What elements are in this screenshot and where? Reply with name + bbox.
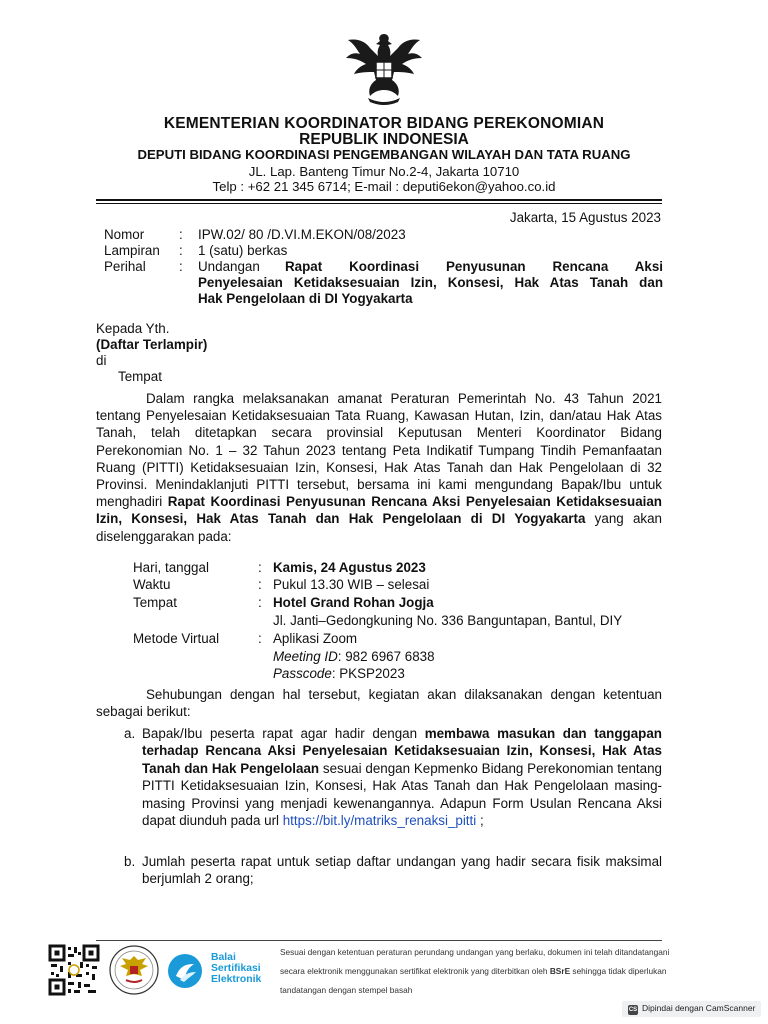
garuda-emblem-icon xyxy=(340,28,428,108)
list-a-marker: a. xyxy=(124,726,136,741)
nomor-colon: : xyxy=(179,227,183,242)
deputy-title: DEPUTI BIDANG KOORDINASI PENGEMBANGAN WILAYAH DAN TATA RUANG xyxy=(137,147,631,162)
passcode-label: Passcode xyxy=(273,666,332,681)
lampiran-colon: : xyxy=(179,243,183,258)
footer-note-1: Sesuai dengan ketentuan peraturan perundang undangan yang berlaku, dokumen ini telah ditandatangani xyxy=(280,947,670,957)
letterhead-divider-thick xyxy=(96,199,662,201)
body-p1-text: Dalam rangka melaksanakan amanat Peraturan Pemerintah No. 43 Tahun 2021 tentang Penyelesaian Ketidaksesuaian Tata Ruang, Kawasan Hutan, Izin, dan/atau Hak Atas Tanah, telah ditetapkan secara provinsial Keputusan Menteri Koordinator Bidang Perekonomian No. 1 – 32 Tahun 2023 tentang Peta Indikatif Tumpang Tindih Pemanfaatan Ruang (PITTI) Ketidaksesuaian Izin, Konsesi, Hak Atas Tanah dan Hak Pengelolaan di 32 Provinsi. Menindaklanjuti PITTI tersebut, bersama ini kami mengundang Bapak/Ibu untuk menghadiri xyxy=(96,391,662,510)
footer-divider xyxy=(96,940,662,941)
body-p2-text: Sehubungan dengan hal tersebut, kegiatan akan dilaksanakan dengan ketentuan sebagai berikut: xyxy=(96,687,662,720)
list-a-text-1: Bapak/Ibu peserta rapat agar hadir dengan xyxy=(142,726,418,741)
office-contact: Telp : +62 21 345 6714; E-mail : deputi6ekon@yahoo.co.id xyxy=(212,179,556,194)
bsre-wordmark xyxy=(211,952,261,985)
event-passcode xyxy=(273,665,405,682)
body-p1-bold: Rapat Koordinasi Penyusunan Rencana Aksi Penyelesaian Ketidaksesuaian Izin, Konsesi, Hak Atas Tanah dan Hak Pengelolaan di DI Yogyakarta xyxy=(96,494,662,527)
event-tempat-value: Hotel Grand Rohan Jogja xyxy=(273,595,434,610)
perihal-label: Perihal xyxy=(104,259,146,274)
event-virtual-label: Metode Virtual xyxy=(133,631,220,646)
perihal-line-3: Hak Pengelolaan di DI Yogyakarta xyxy=(198,291,413,306)
lampiran-value: 1 (satu) berkas xyxy=(198,243,288,258)
recipient-to: Kepada Yth. xyxy=(96,321,170,336)
qr-code-icon xyxy=(48,944,100,996)
event-meeting-id xyxy=(273,648,435,665)
list-item-a xyxy=(124,725,662,829)
list-item-b xyxy=(124,853,662,888)
republic-title: REPUBLIK INDONESIA xyxy=(299,131,469,148)
footer-note-2b: sehingga tidak diperlukan xyxy=(570,966,667,976)
passcode-value: : PKSP2023 xyxy=(331,666,405,681)
event-waktu-colon: : xyxy=(258,577,262,592)
recipient-place: Tempat xyxy=(118,369,162,384)
renaksi-form-link[interactable]: https://bit.ly/matriks_renaksi_pitti xyxy=(282,813,477,829)
ministry-title: KEMENTERIAN KOORDINATOR BIDANG PEREKONOMIAN xyxy=(163,115,605,132)
perihal-colon: : xyxy=(179,259,183,274)
bsre-line-2: Sertifikasi xyxy=(211,963,261,974)
event-tempat-label: Tempat xyxy=(133,595,177,610)
meeting-id-label: Meeting ID xyxy=(273,649,338,664)
event-virtual-colon: : xyxy=(258,631,262,646)
footer-note-2 xyxy=(280,966,667,976)
nomor-label: Nomor xyxy=(104,227,145,242)
camscanner-watermark xyxy=(622,1001,761,1017)
camscanner-text: Dipindai dengan CamScanner xyxy=(642,1003,756,1013)
list-b-marker: b. xyxy=(124,854,136,869)
event-hari-label: Hari, tanggal xyxy=(133,560,209,575)
camscanner-logo-icon: CS xyxy=(628,1007,638,1013)
perihal-line-1 xyxy=(198,259,663,276)
event-waktu-value: Pukul 13.30 WIB – selesai xyxy=(273,577,430,592)
event-hari-colon: : xyxy=(258,560,262,575)
list-a-bold: membawa masukan dan tanggapan terhadap Rencana Aksi Penyelesaian Ketidaksesuaian Izin, Konsesi, Hak Atas Tanah dan Hak Pengelolaan xyxy=(142,726,662,776)
event-virtual-value: Aplikasi Zoom xyxy=(273,631,358,646)
list-a-text-2: sesuai dengan Kepmenko Bidang Perekonomian tentang PITTI Ketidaksesuaian Izin, Konsesi, Hak Atas Tanah dan Hak Pengelolaan masing-masing Provinsi yang menjadi kewenangannya. Adapun Form Usulan Rencana Aksi dapat diunduh pada url xyxy=(142,760,662,829)
footer-note-bsre: BSrE xyxy=(549,966,571,976)
list-b-text: Jumlah peserta rapat untuk setiap daftar undangan yang hadir secara fisik maksimal berjumlah 2 orang; xyxy=(142,854,662,887)
footer-note-3: tandatangan dengan stempel basah xyxy=(280,985,413,995)
perihal-line-2: Penyelesaian Ketidaksesuaian Izin, Konsesi, Hak Atas Tanah dan xyxy=(198,275,663,290)
government-seal-icon xyxy=(108,944,160,996)
meeting-id-value: : 982 6967 6838 xyxy=(337,649,435,664)
letterhead-divider-thin xyxy=(96,203,662,204)
event-tempat-colon: : xyxy=(258,595,262,610)
letter-date: Jakarta, 15 Agustus 2023 xyxy=(509,210,661,225)
body-p1-end: yang akan diselenggarakan pada: xyxy=(96,511,662,544)
event-hari-value: Kamis, 24 Agustus 2023 xyxy=(273,560,426,575)
bsre-logo-icon xyxy=(166,952,204,990)
body-paragraph-1 xyxy=(96,390,662,545)
nomor-value: IPW.02/ 80 /D.VI.M.EKON/08/2023 xyxy=(198,227,406,242)
bsre-line-1: Balai xyxy=(211,952,236,963)
body-paragraph-2 xyxy=(96,686,662,720)
perihal-prefix: Undangan xyxy=(198,259,260,274)
footer-note-2a: secara elektronik menggunakan sertifikat elektronik yang diterbitkan oleh xyxy=(280,966,550,976)
recipient-name: (Daftar Terlampir) xyxy=(96,337,208,352)
office-address: JL. Lap. Banteng Timur No.2-4, Jakarta 10710 xyxy=(248,164,520,179)
event-waktu-label: Waktu xyxy=(133,577,171,592)
list-a-end: ; xyxy=(476,813,484,829)
event-tempat-address: Jl. Janti–Gedongkuning No. 336 Banguntapan, Bantul, DIY xyxy=(273,613,623,628)
perihal-bold-1: Rapat Koordinasi Penyusunan Rencana Aksi xyxy=(285,259,663,274)
bsre-line-3: Elektronik xyxy=(211,974,262,985)
lampiran-label: Lampiran xyxy=(104,243,160,258)
recipient-di: di xyxy=(96,353,107,368)
